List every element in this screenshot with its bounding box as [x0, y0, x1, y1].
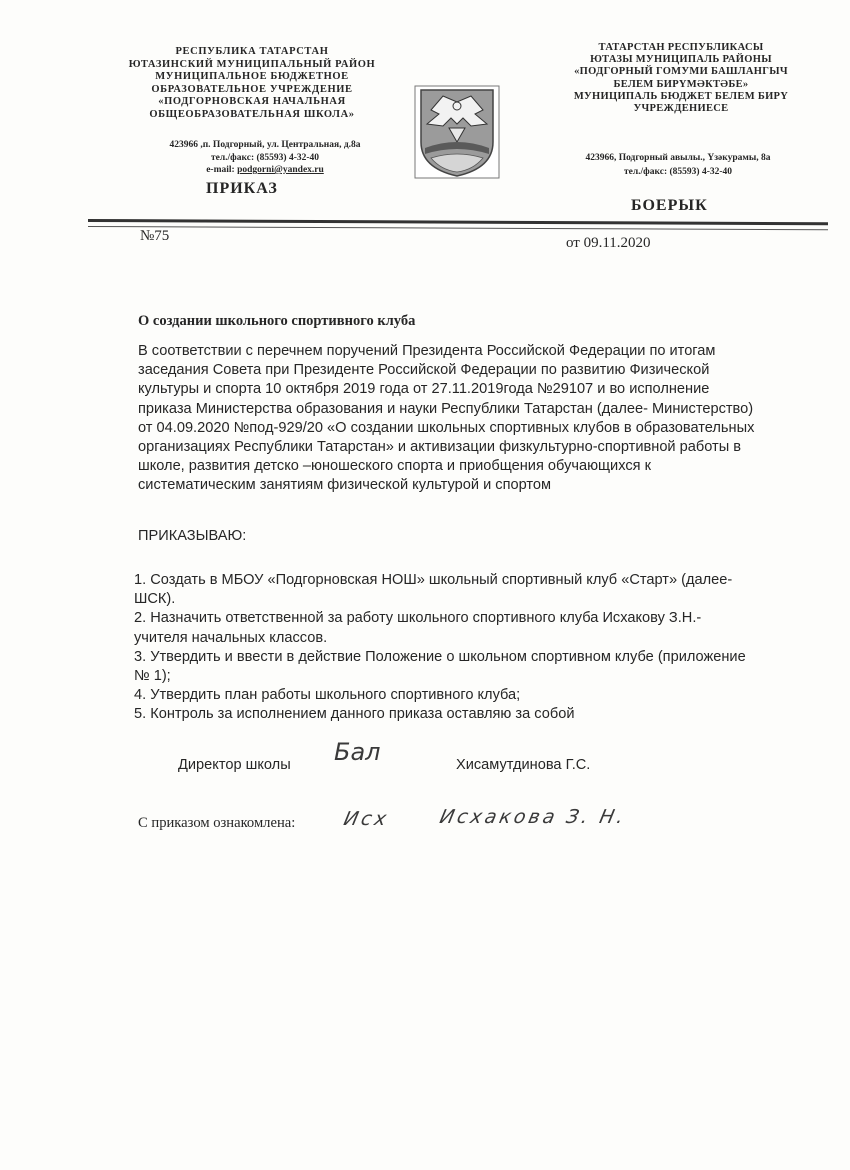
phone-right: тел./факс: (85593) 4-32-40 [623, 167, 733, 177]
preamble-line: систематическим занятиям физической культурой и спортом [138, 477, 552, 494]
order-item-line: 3. Утвердить и ввести в действие Положение о школьном спортивном клубе (приложение [134, 648, 746, 665]
header-left [92, 46, 412, 122]
address-left: 423966 ,п. Подгорный, ул. Центральная, д.8а [169, 140, 361, 150]
contact-right [560, 151, 796, 179]
preamble-line: организациях Республики Татарстан» и активизации физкультурно-спортивной работы в [138, 439, 742, 456]
preamble-line: культуры и спорта 10 октября 2019 года от 27.11.2019года №29107 и во исполнение [138, 381, 710, 398]
ack-handwritten-name: Исхакова З. Н. [437, 806, 629, 828]
preamble-paragraph [138, 342, 818, 496]
header-left-line: ОБЩЕОБРАЗОВАТЕЛЬНАЯ ШКОЛА» [149, 108, 355, 120]
preamble-line: В соответствии с перечнем поручений Президента Российской Федерации по итогам [138, 343, 716, 359]
order-item-line: 2. Назначить ответственной за работу школьного спортивного клуба Исхакову З.Н.- [134, 610, 702, 627]
contact-left [140, 139, 390, 177]
header-left-line: ЮТАЗИНСКИЙ МУНИЦИПАЛЬНЫЙ РАЙОН [128, 58, 376, 70]
ack-signature: Исх [341, 808, 392, 830]
preamble-line: от 04.09.2020 №под-929/20 «О создании школьных спортивных клубов в образовательных [138, 419, 755, 436]
order-keyword: ПРИКАЗЫВАЮ: [138, 528, 247, 544]
doc-title-tt: БОЕРЫК [631, 197, 708, 214]
email-link[interactable]: podgorni@yandex.ru [237, 165, 324, 175]
header-right-line: «ПОДГОРНЫЙ ГОМУМИ БАШЛАНГЫЧ [574, 66, 788, 78]
header-right-line: МУНИЦИПАЛЬ БЮДЖЕТ БЕЛЕМ БИРҮ [573, 90, 789, 102]
order-item-line: № 1); [134, 668, 171, 685]
email-line [140, 164, 390, 177]
order-number: №75 [140, 228, 170, 244]
order-item-line: ШСК). [134, 591, 176, 608]
order-items [134, 571, 824, 725]
header-right [556, 42, 806, 115]
header-right-line: ТАТАРСТАН РЕСПУБЛИКАСЫ [598, 42, 764, 53]
preamble-line: школе, развития детско –юношеского спорта и приобщения обучающихся к [138, 458, 651, 475]
acknowledged-label: С приказом ознакомлена: [138, 815, 296, 831]
header-right-line: УЧРЕЖДЕНИЕСЕ [633, 103, 729, 115]
order-subject: О создании школьного спортивного клуба [138, 313, 416, 329]
order-item-line: учителя начальных классов. [134, 629, 328, 646]
email-label: e-mail: [206, 165, 238, 175]
header-left-line: РЕСПУБЛИКА ТАТАРСТАН [175, 46, 329, 57]
header-divider-thin [88, 226, 828, 230]
preamble-line: приказа Министерства образования и науки Республики Татарстан (далее- Министерство) [138, 400, 754, 417]
director-signature [334, 738, 382, 778]
header-left-line: МУНИЦИПАЛЬНОЕ БЮДЖЕТНОЕ [155, 71, 349, 83]
doc-title-ru: ПРИКАЗ [206, 180, 278, 197]
director-signature-text: Бал [334, 738, 381, 766]
phone-left: тел./факс: (85593) 4-32-40 [210, 152, 320, 163]
order-item-line: 4. Утвердить план работы школьного спортивного клуба; [134, 687, 521, 704]
header-left-line: ОБРАЗОВАТЕЛЬНОЕ УЧРЕЖДЕНИЕ [151, 83, 353, 95]
preamble-line: заседания Совета при Президенте Российской Федерации по развитию Физической [138, 362, 710, 379]
header-right-line: БЕЛЕМ БИРҮМӘКТӘБЕ» [613, 78, 749, 90]
coat-of-arms-emblem [413, 84, 501, 180]
header-divider-thick [88, 219, 828, 225]
director-name: Хисамутдинова Г.С. [456, 757, 591, 773]
order-item-line: 1. Создать в МБОУ «Подгорновская НОШ» школьный спортивный клуб «Старт» (далее- [134, 572, 733, 588]
order-date: от 09.11.2020 [566, 235, 651, 251]
address-right: 423966, Подгорный авылы., Үзәкурамы, 8а [585, 153, 771, 163]
order-item-line: 5. Контроль за исполнением данного приказа оставляю за собой [134, 706, 575, 723]
header-left-line: «ПОДГОРНОВСКАЯ НАЧАЛЬНАЯ [158, 96, 346, 108]
director-title: Директор школы [178, 757, 291, 773]
header-right-line: ЮТАЗЫ МУНИЦИПАЛЬ РАЙОНЫ [590, 54, 772, 66]
